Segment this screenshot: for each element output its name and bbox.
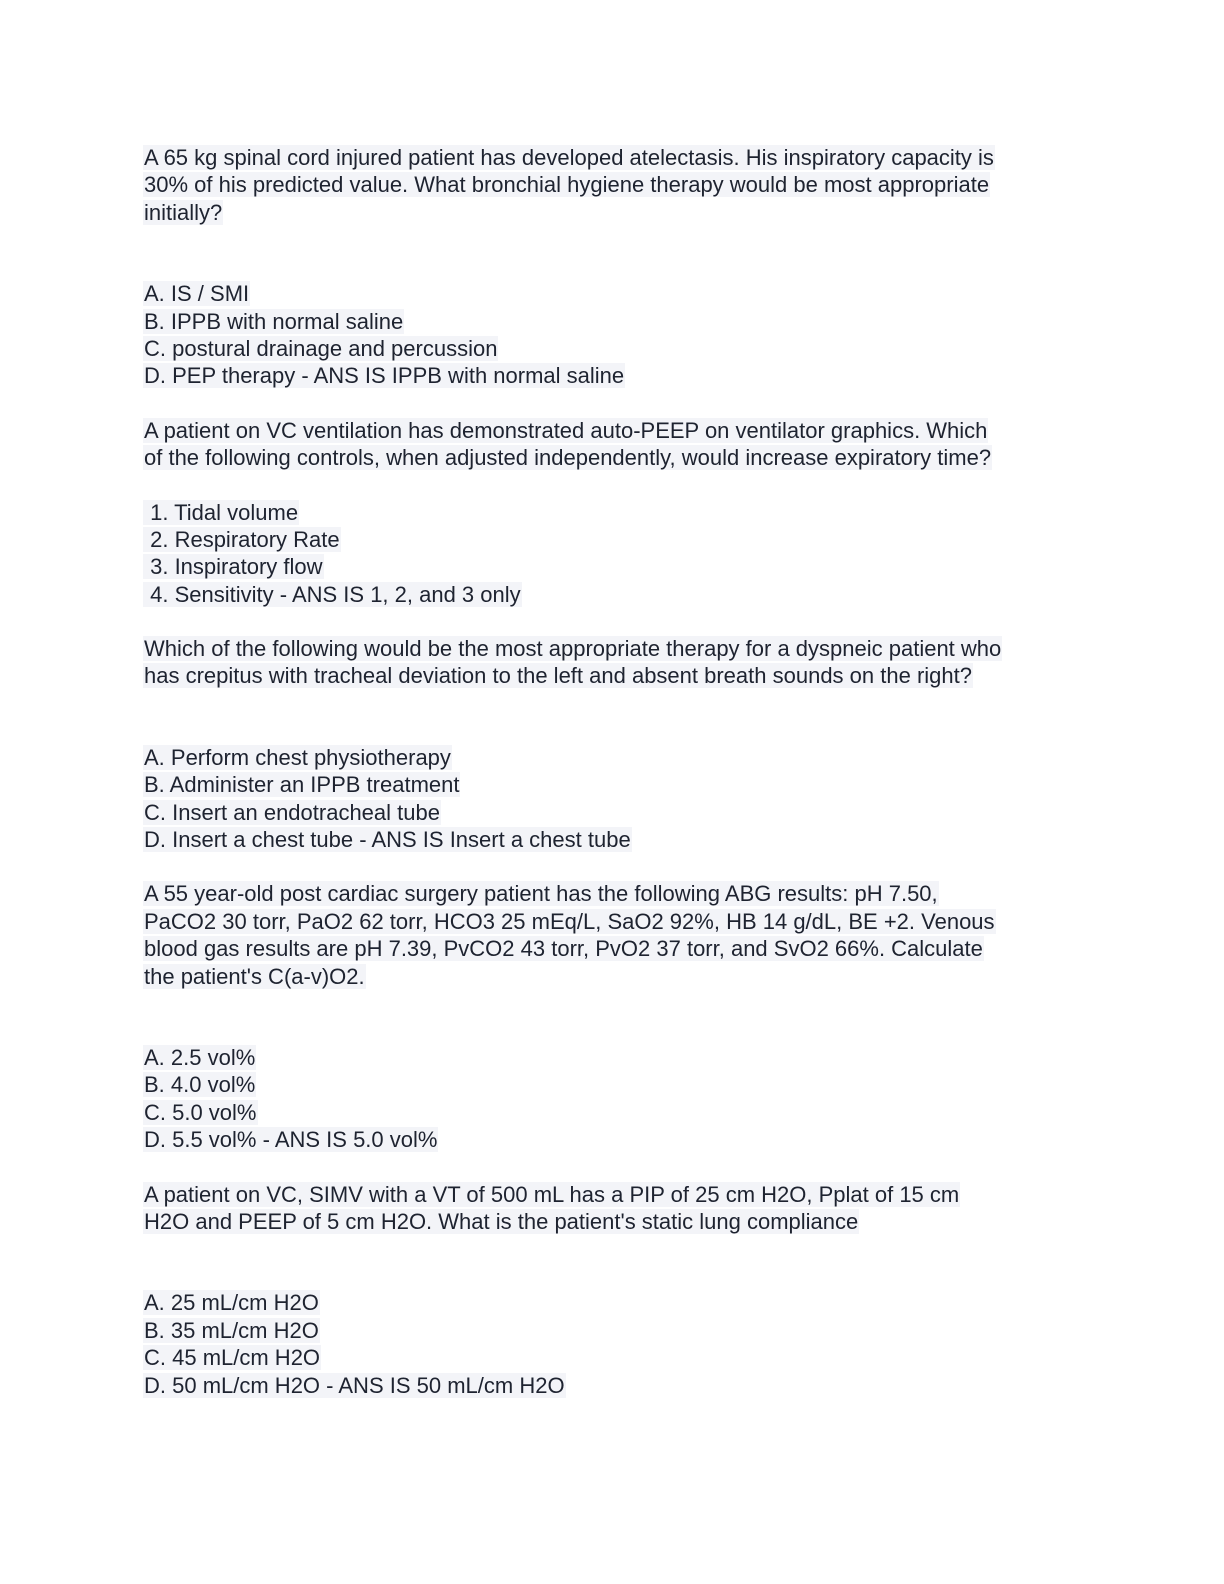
question-2 <box>143 417 1083 608</box>
answer-option: B. IPPB with normal saline <box>144 308 404 334</box>
question-stem-line: A 55 year-old post cardiac surgery patient has the following ABG results: pH 7.50, <box>144 881 938 907</box>
question-stem-line: the patient's C(a-v)O2. <box>144 963 365 989</box>
question-3 <box>143 635 1083 853</box>
question-stem-line: A patient on VC ventilation has demonstrated auto-PEEP on ventilator graphics. Which <box>144 417 988 443</box>
answer-option: C. postural drainage and percussion <box>144 335 498 361</box>
answer-option-with-answer: D. PEP therapy - ANS IS IPPB with normal saline <box>144 363 625 389</box>
document-page <box>143 144 1083 1399</box>
answer-option: C. Insert an endotracheal tube <box>144 799 440 825</box>
answer-option: B. Administer an IPPB treatment <box>144 772 460 798</box>
answer-option: A. Perform chest physiotherapy <box>144 744 451 770</box>
answer-option: 3. Inspiratory flow <box>144 554 323 580</box>
question-4 <box>143 880 1083 1153</box>
question-stem-line: has crepitus with tracheal deviation to the left and absent breath sounds on the right? <box>144 663 972 689</box>
answer-option: A. 2.5 vol% <box>144 1044 256 1070</box>
question-stem-line: of the following controls, when adjusted independently, would increase expiratory time? <box>144 445 992 471</box>
answer-option: 1. Tidal volume <box>144 499 299 525</box>
answer-option: B. 35 mL/cm H2O <box>144 1317 319 1343</box>
question-5 <box>143 1181 1083 1399</box>
answer-option-with-answer: D. 50 mL/cm H2O - ANS IS 50 mL/cm H2O <box>144 1372 565 1398</box>
question-stem-line: 30% of his predicted value. What bronchial hygiene therapy would be most appropriate <box>144 172 990 198</box>
question-stem-line: H2O and PEEP of 5 cm H2O. What is the patient's static lung compliance <box>144 1208 859 1234</box>
question-stem-line: blood gas results are pH 7.39, PvCO2 43 torr, PvO2 37 torr, and SvO2 66%. Calculate <box>144 936 983 962</box>
answer-option: A. IS / SMI <box>144 281 250 307</box>
answer-option: B. 4.0 vol% <box>144 1072 256 1098</box>
question-1 <box>143 144 1083 390</box>
answer-option-with-answer: 4. Sensitivity - ANS IS 1, 2, and 3 only <box>144 581 521 607</box>
question-stem-line: initially? <box>144 199 223 225</box>
answer-option: 2. Respiratory Rate <box>144 526 340 552</box>
question-stem-line: Which of the following would be the most appropriate therapy for a dyspneic patient who <box>144 636 1002 662</box>
answer-option: C. 45 mL/cm H2O <box>144 1345 321 1371</box>
question-stem-line: A patient on VC, SIMV with a VT of 500 mL has a PIP of 25 cm H2O, Pplat of 15 cm <box>144 1181 960 1207</box>
answer-option: A. 25 mL/cm H2O <box>144 1290 319 1316</box>
answer-option: C. 5.0 vol% <box>144 1099 257 1125</box>
answer-option-with-answer: D. Insert a chest tube - ANS IS Insert a chest tube <box>144 827 631 853</box>
question-stem-line: PaCO2 30 torr, PaO2 62 torr, HCO3 25 mEq/L, SaO2 92%, HB 14 g/dL, BE +2. Venous <box>144 908 995 934</box>
answer-option-with-answer: D. 5.5 vol% - ANS IS 5.0 vol% <box>144 1127 438 1153</box>
question-stem-line: A 65 kg spinal cord injured patient has developed atelectasis. His inspiratory capacity is <box>144 145 994 170</box>
